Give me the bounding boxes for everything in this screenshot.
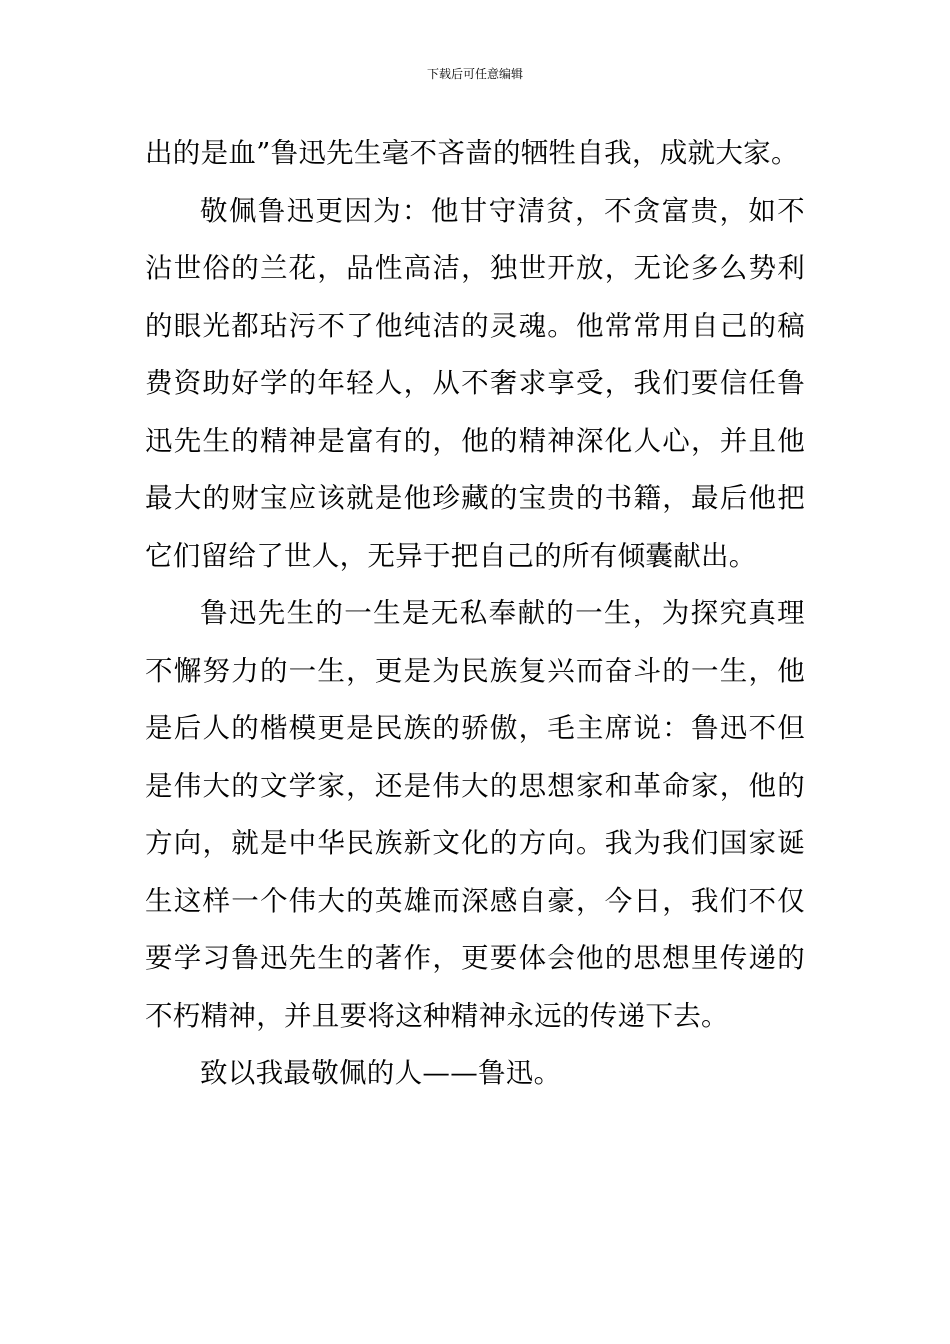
- paragraph-integrity: 敬佩鲁迅更因为：他甘守清贫，不贪富贵，如不沾世俗的兰花，品性高洁，独世开放，无论多么势利的眼光都玷污不了他纯洁的灵魂。他常常用自己的稿费资助好学的年轻人，从不奢求享受，我们要信任鲁迅先生的精神是富有的，他的精神深化人心，并且他最大的财宝应该就是他珍藏的宝贵的书籍，最后他把它们留给了世人，无异于把自己的所有倾囊献出。: [145, 194, 805, 572]
- page-header: 下载后可任意编辑: [426, 67, 523, 81]
- paragraph-legacy: 鲁迅先生的一生是无私奉献的一生，为探究真理不懈努力的一生，更是为民族复兴而奋斗的一生，他是后人的楷模更是民族的骄傲，毛主席说：鲁迅不但是伟大的文学家，还是伟大的思想家和革命家，他的方向，就是中华民族新文化的方向。我为我们国家诞生这样一个伟大的英雄而深感自豪，今日，我们不仅要学习鲁迅先生的著作，更要体会他的思想里传递的不朽精神，并且要将这种精神永远的传递下去。: [145, 597, 805, 1032]
- document-body: [145, 125, 805, 1103]
- paragraph-closing: 致以我最敬佩的人——鲁迅。: [200, 1057, 562, 1089]
- paragraph-continuation: 出的是血”鲁迅先生毫不吝啬的牺牲自我，成就大家。: [145, 137, 799, 169]
